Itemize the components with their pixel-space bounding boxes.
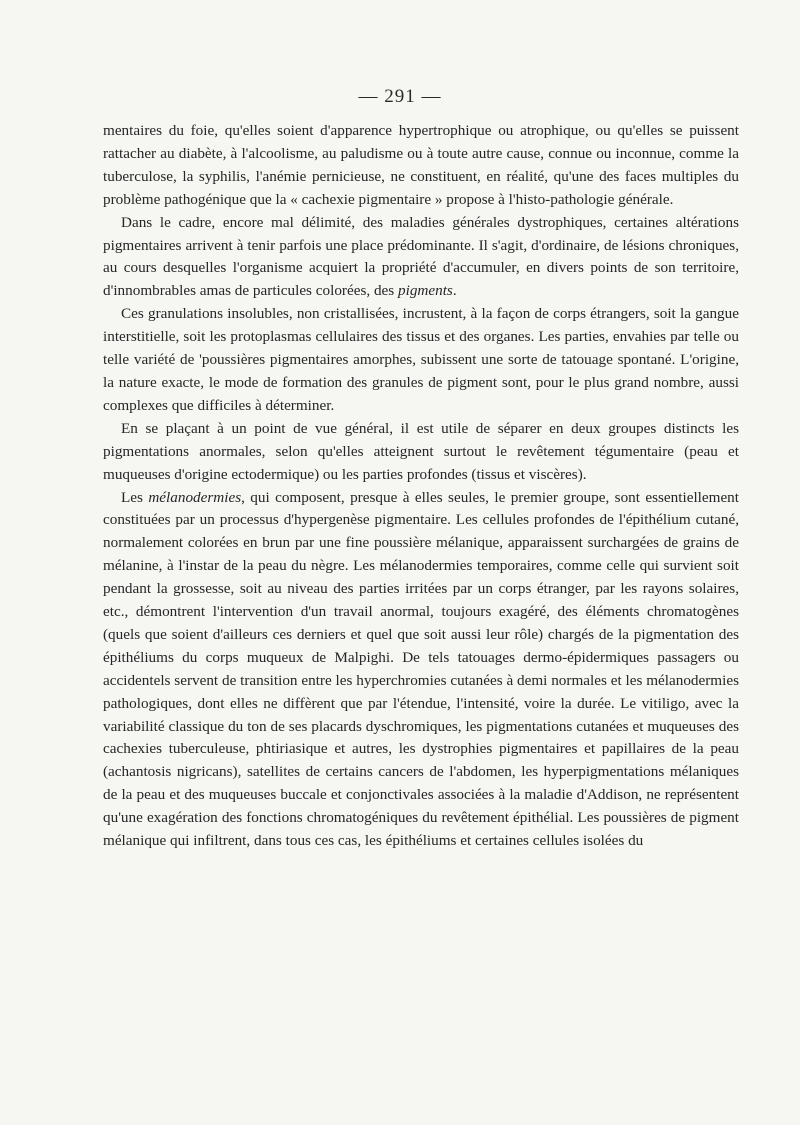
paragraph-5-start: Les [121,488,149,506]
term-melanodermies: mélanodermies [148,488,242,506]
paragraph-5-text: , qui composent, presque à elles seules, le premier groupe, sont essentiellement constituées par un processus d'hypergenèse pigmentaire. Les cellules profondes de l'épithélium cutané, normalement colorées en brun par une fine poussière mélanique, apparaissent surchargées de grains de mélanine, à l'instar de la peau du nègre. Les mélanodermies temporaires, comme celle qui survient soit pendant la grossesse, soit au niveau des parties irritées par un corps étranger, par les rayons solaires, etc., démontrent l'intervention d'un travail anormal, toujours exagéré, des éléments chromatogènes (quels que soient d'ailleurs ces derniers et quel que soit aussi leur rôle) chargés de la pigmentation des épithéliums du corps muqueux de Malpighi. De tels tatouages dermo-épidermiques passagers ou accidentels servent de transition entre les hyperchromies cutanées à demi normales et les mélanodermies pathologiques, dont elles ne diffèrent que par l'étendue, l'intensité, voire la durée. Le vitiligo, avec la variabilité classique du ton de ses placards dyschromiques, les pigmentations cutanées et muqueuses des cachexies tuberculeuse, phtiriasique et autres, les dystrophies pigmentaires et papillaires de la peau (achantosis nigricans), satellites de certains cancers de l'abdomen, les hyperpigmentations mélaniques de la peau et des muqueuses buccale et conjonctivales associées à la maladie d'Addison, ne représentent qu'une exagération des fonctions chromatogéniques du revêtement épithélial. Les poussières de pigment mélanique qui infiltrent, dans tous ces cas, les épithéliums et certaines cellules isolées du [103,488,739,850]
body-text [103,120,739,853]
paragraph-2-end: . [452,282,457,300]
term-pigments: pigments [398,282,453,300]
paragraph-1 [103,120,739,212]
paragraph-4-text: En se plaçant à un point de vue général, il est utile de séparer en deux groupes distincts les pigmentations anormales, selon qu'elles atteignent surtout le revêtement tégumentaire (peau et muqueuses d'origine ectodermique) ou les parties profondes (tissus et viscères). [103,419,739,483]
paragraph-3 [103,303,739,418]
paragraph-2-text: Dans le cadre, encore mal délimité, des maladies générales dystrophiques, certaines altérations pigmentaires arrivent à tenir parfois une place prédominante. Il s'agit, d'ordinaire, de lésions chroniques, au cours desquelles l'organisme acquiert la propriété d'accumuler, en divers points de son territoire, d'innombrables amas de particules colorées, des [103,213,739,300]
paragraph-3-text: Ces granulations insolubles, non cristallisées, incrustent, à la façon de corps étrangers, soit la gangue interstitielle, soit les protoplasmas cellulaires des tissus et des organes. Les parties, envahies par telle ou telle variété de 'poussières pigmentaires amorphes, subissent une sorte de tatouage spontané. L'origine, la nature exacte, le mode de formation des granules de pigment sont, pour le plus grand nombre, aussi complexes que difficiles à déterminer. [103,305,739,414]
paragraph-4 [103,418,739,487]
paragraph-1-text: mentaires du foie, qu'elles soient d'apparence hypertrophique ou atrophique, ou qu'elles se puissent rattacher au diabète, à l'alcoolisme, au paludisme ou à toute autre cause, connue ou inconnue, comme la tuberculose, la syphilis, l'anémie pernicieuse, ne constituent, en réalité, qu'une des faces multiples du problème pathogénique que la « cachexie pigmentaire » propose à l'histo-pathologie générale. [103,122,739,208]
paragraph-5 [103,487,739,854]
page-number: — 291 — [358,86,442,107]
paragraph-2 [103,212,739,304]
